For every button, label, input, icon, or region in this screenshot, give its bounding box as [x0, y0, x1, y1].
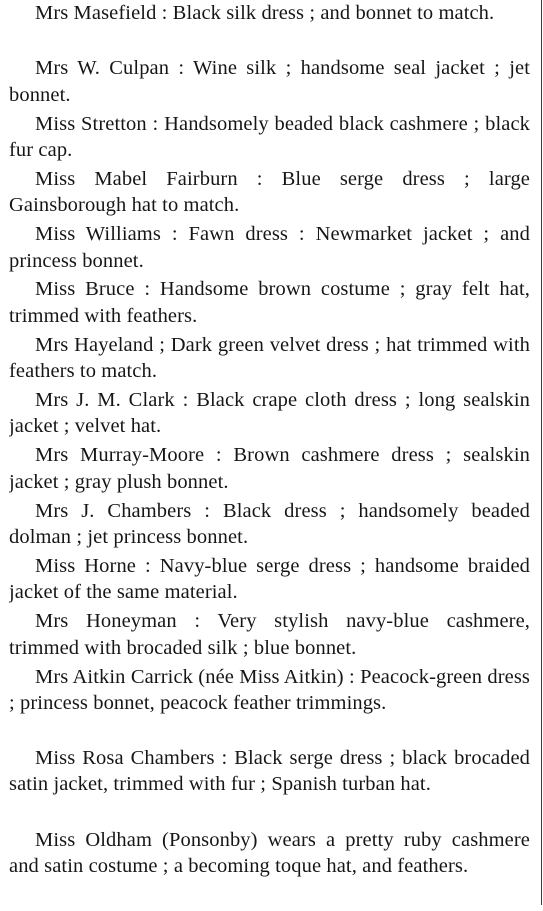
entry-fairburn: Miss Mabel Fairburn : Blue serge dress ; large Gainsborough hat to match.	[9, 167, 530, 217]
entry-rosa-chambers: Miss Rosa Chambers : Black serge dress ; black brocaded satin jacket, trimmed with fur ; Spanish turban hat.	[9, 747, 530, 796]
entry-masefield: Mrs Masefield : Black silk dress ; and bonnet to match.	[35, 2, 495, 24]
entry-horne: Miss Horne : Navy-blue serge dress ; handsome braided jacket of the same material.	[9, 554, 530, 604]
entry-j-chambers: Mrs J. Chambers : Black dress ; handsomely beaded dolman ; jet princess bonnet.	[9, 499, 530, 549]
entry-aitkin-carrick: Mrs Aitkin Carrick (née Miss Aitkin) : Peacock-green dress ; princess bonnet, peacock feather trimmings.	[9, 665, 530, 714]
entry-culpan: Mrs W. Culpan : Wine silk ; handsome seal jacket ; jet bonnet.	[9, 57, 530, 106]
entry-williams: Miss Williams : Fawn dress : Newmarket jacket ; and princess bonnet.	[9, 223, 530, 272]
entry-honeyman: Mrs Honeyman : Very stylish navy-blue cashmere, trimmed with brocaded silk ; blue bonnet.	[9, 610, 530, 659]
entry-stretton: Miss Stretton : Handsomely beaded black cashmere ; black fur cap.	[9, 112, 530, 161]
entry-oldham: Miss Oldham (Ponsonby) wears a pretty ruby cashmere and satin costume ; a becoming toque hat, and feathers.	[9, 828, 530, 877]
column-rule	[541, 0, 543, 905]
entry-murray-moore: Mrs Murray-Moore : Brown cashmere dress ; sealskin jacket ; gray plush bonnet.	[9, 444, 530, 493]
entry-bruce: Miss Bruce : Handsome brown costume ; gray felt hat, trimmed with feathers.	[9, 278, 530, 327]
entry-hayeland: Mrs Hayeland ; Dark green velvet dress ; hat trimmed with feathers to match.	[9, 333, 530, 383]
entry-clark: Mrs J. M. Clark : Black crape cloth dress ; long sealskin jacket ; velvet hat.	[9, 389, 530, 438]
